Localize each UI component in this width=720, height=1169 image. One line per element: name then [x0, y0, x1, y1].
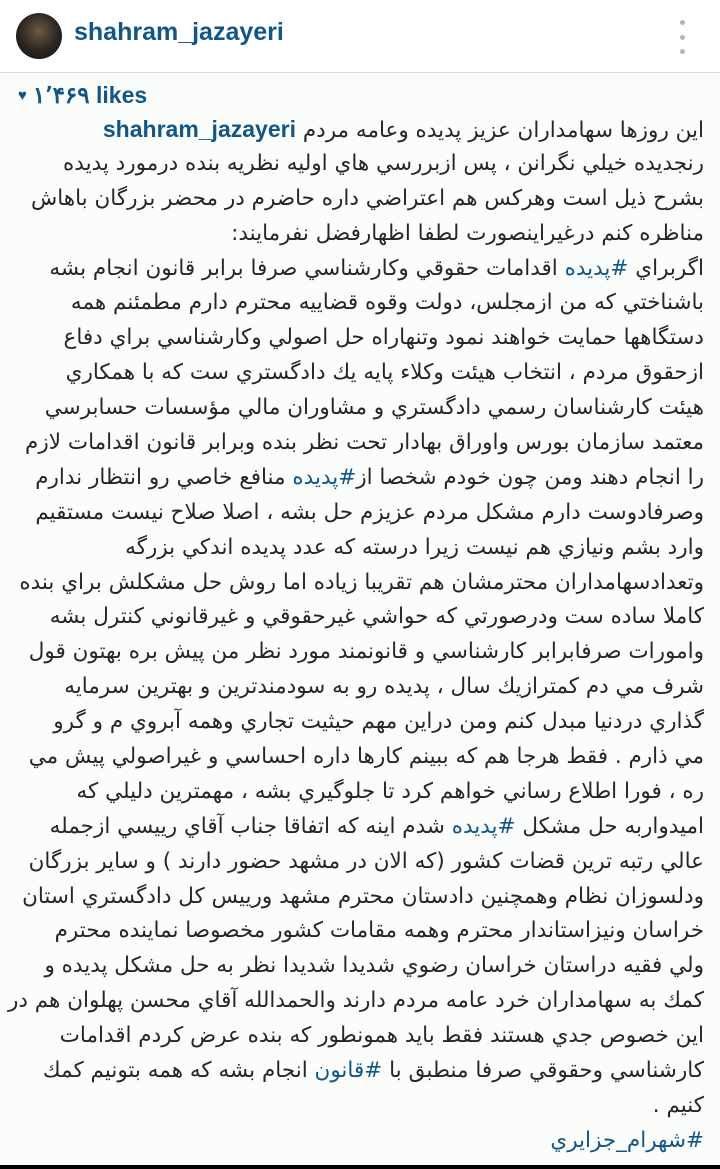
caption-line	[18, 600, 704, 635]
caption-text: معتمد سازمان بورس واوراق بهادار تحت نظر بنده وبرابر قانون اقدامات لازم	[25, 430, 704, 456]
hashtag-link[interactable]: #شهرام_جزایري	[550, 1127, 704, 1153]
caption-line	[18, 670, 704, 705]
caption-text: وصرفادوست دارم مشکل مردم عزیزم حل بشه ، اصلا صلاح نیست مستقیم	[35, 499, 704, 525]
caption-text: بشرح ذیل است وهرکس هم اعتراضي داره حاضرم در محضر بزرگان باهاش	[31, 185, 704, 211]
caption-line	[18, 1019, 704, 1054]
caption-text: این خصوص جدي هستند فقط باید همونطور که بنده عرض کردم اقدامات	[59, 1023, 704, 1049]
caption-line	[18, 845, 704, 880]
hashtag-link[interactable]: #پدیده	[292, 464, 357, 490]
caption-text: کاملا ساده ست ودرصورتي که حواشي غیرحقوقي و غیرقانوني کنترل بشه	[49, 604, 704, 630]
caption-text: شدم اینه که اتفاقا جناب آقاي رییسي ازجمله	[49, 813, 452, 839]
caption-line	[18, 949, 704, 984]
caption-text: را انجام دهند ومن چون خودم شخصا از	[356, 464, 704, 490]
caption-line	[18, 496, 704, 531]
caption-line	[18, 391, 704, 426]
heart-icon: ♥	[18, 87, 27, 104]
hashtag-link[interactable]: #پدیده	[564, 255, 629, 281]
avatar[interactable]	[16, 13, 62, 59]
caption-text: ره ، فورا اطلاع رساني خواهم کرد تا جلوگیري بشه ، مهمترین دلیلي که	[76, 778, 704, 804]
post-caption	[7, 112, 704, 1159]
caption-username-link[interactable]: shahram_jazayeri	[102, 116, 296, 142]
caption-line	[18, 182, 704, 217]
caption-line	[18, 705, 704, 740]
caption-line	[18, 740, 704, 775]
caption-text: باشناختي که من ازمجلس، دولت وقوه قضاییه محترم دارم مطمئنم همه	[70, 290, 704, 316]
caption-line	[18, 810, 704, 845]
post-author-username[interactable]: shahram_jazayeri	[74, 18, 284, 46]
caption-line	[18, 1089, 704, 1124]
caption-line	[18, 1124, 704, 1159]
caption-text: شرف مي دم کمترازیك سال ، پدیده رو به سودمندترین و بهترین سرمایه	[64, 674, 704, 700]
caption-line	[18, 217, 704, 252]
caption-line	[18, 531, 704, 566]
caption-text: ازحقوق مردم ، انتخاب هیئت وکلاء پایه یك دادگستري ست که با همکاري	[65, 360, 704, 386]
likes-count[interactable]	[18, 82, 147, 109]
post-header	[0, 0, 720, 73]
caption-line	[18, 1054, 704, 1089]
caption-text: ودلسوزان نظام وهمچنین دادستان محترم مشهد ورییس کل دادگستري استان	[22, 883, 704, 909]
caption-text: دستگاهها حمایت خواهند نمود وتنهاراه حل اصولي وکارشناسي براي دفاع	[63, 325, 704, 351]
caption-text: وتعدادسهامداران محترمشان هم تقریبا زیاده اما روش حل مشکلش براي بنده	[19, 569, 704, 595]
caption-line	[18, 252, 704, 287]
caption-text: کارشناسي وحقوقي صرفا منطبق با	[382, 1058, 704, 1084]
caption-text: انجام بشه که همه بتونیم کمك	[42, 1058, 315, 1084]
caption-text: مي ذارم . فقط هرجا هم که ببینم کارها داره احساسي و غیراصولي پیش مي	[28, 744, 704, 770]
caption-line	[18, 426, 704, 461]
caption-line	[18, 286, 704, 321]
likes-text: ۱٬۴۶۹ likes	[32, 82, 148, 108]
caption-line	[18, 321, 704, 356]
caption-line	[18, 635, 704, 670]
caption-text: منافع خاصي رو انتظار ندارم	[35, 464, 293, 490]
caption-line	[18, 356, 704, 391]
caption-text: این روزها سهامداران عزیز پدیده وعامه مردم	[302, 118, 704, 143]
caption-text: رنجدیده خیلي نگرانن ، پس ازبررسي هاي اولیه نظریه بنده درمورد پدیده	[63, 150, 704, 176]
caption-text: گذاري دردنیا مبدل کنم ومن دراین مهم حیثیت تجاري وهمه آبروي م و گرو	[53, 709, 704, 735]
hashtag-link[interactable]: #پدیده	[451, 813, 516, 839]
caption-line	[18, 566, 704, 601]
caption-text: کنیم .	[652, 1092, 704, 1118]
caption-text: وارد بشم ونیازي هم نیست زیرا درسته که عدد پدیده اندکي بزرگه	[125, 534, 704, 560]
bottom-bar	[0, 1165, 720, 1169]
caption-text: وامورات صرفابرابر کارشناسي و قانونمند مورد نظر من پیش بره بهتون قول	[28, 639, 704, 665]
caption-text: اقدامات حقوقي وکارشناسي صرفا برابر قانون انجام بشه	[49, 255, 565, 281]
caption-line	[18, 914, 704, 949]
caption-text: عالي رتبه ترین قضات کشور (که الان در مشهد حضور دارند ) و سایر بزرگان	[28, 848, 704, 874]
caption-text: هیئت کارشناسان رسمي دادگستري و مشاوران مالي مؤسسات حسابرسي	[44, 395, 704, 421]
caption-line	[18, 775, 704, 810]
caption-text: خراسان ونیزاستاندار محترم وهمه مقامات کشور مخصوصا نماینده محترم	[54, 918, 704, 944]
caption-line	[7, 984, 704, 1019]
caption-line	[18, 112, 704, 147]
caption-line	[18, 880, 704, 915]
caption-line	[18, 147, 704, 182]
caption-text: امیدواربه حل مشکل	[515, 813, 704, 839]
caption-text: ولي فقیه دراستان خراسان رضوي شدیدا شدیدا نظر به حل مشکل پدیده و	[44, 953, 704, 979]
more-options-icon[interactable]	[672, 20, 692, 54]
caption-text: مناظره کنم درغیراینصورت لطفا اظهارفضل نفرمایند:	[231, 220, 704, 246]
hashtag-link[interactable]: #قانون	[314, 1058, 383, 1084]
caption-text: کمك به سهامداران خرد عامه مردم دارند والحمدالله آقاي محسن پهلوان هم در	[7, 988, 704, 1014]
caption-text: اگربراي	[628, 255, 704, 281]
caption-line	[18, 461, 704, 496]
